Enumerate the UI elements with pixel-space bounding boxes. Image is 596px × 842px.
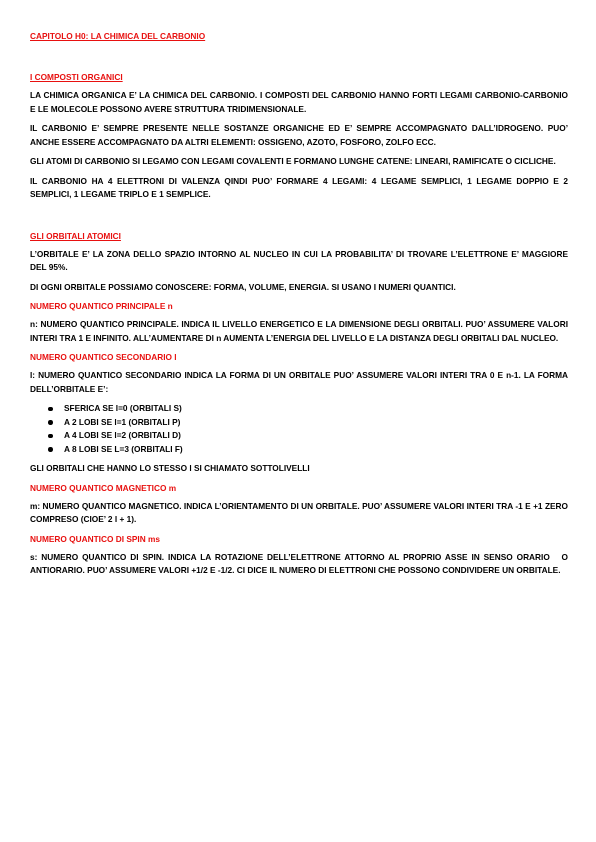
list-item [30, 429, 568, 443]
bullet-icon [48, 447, 53, 452]
list-item-text: A 4 LOBI SE l=2 (ORBITALI D) [64, 430, 181, 440]
section-title-orbitali: GLI ORBITALI ATOMICI [30, 230, 121, 241]
page-content [30, 30, 568, 578]
paragraph: DI OGNI ORBITALE POSSIAMO CONOSCERE: FORMA, VOLUME, ENERGIA. SI USANO I NUMERI QUANTICI. [30, 281, 456, 292]
paragraph: GLI ORBITALI CHE HANNO LO STESSO l SI CHIAMATO SOTTOLIVELLI [30, 463, 310, 473]
list-item [30, 416, 568, 430]
paragraph: IL CARBONIO E’ SEMPRE PRESENTE NELLE SOSTANZE ORGANICHE ED E’ SEMPRE ACCOMPAGNATO DALL’IDROGENO. PUO’ ANCHE ESSERE ACCOMPAGNATO DA ALTRI ELEMENTI: OSSIGENO, AZOTO, FOSFORO, ZOLFO ECC. [30, 123, 568, 147]
paragraph: L’ORBITALE E’ LA ZONA DELLO SPAZIO INTORNO AL NUCLEO IN CUI LA PROBABILITA’ DI TROVARE L’ELETTRONE E’ MAGGIORE DEL 95%. [30, 248, 568, 272]
subsection-title-n: NUMERO QUANTICO PRINCIPALE n [30, 301, 173, 311]
paragraph: IL CARBONIO HA 4 ELETTRONI DI VALENZA QINDI PUO’ FORMARE 4 LEGAMI: 4 LEGAME SEMPLICI, 1 LEGAME DOPPIO E 2 SEMPLICI, 1 LEGAME TRIPLO E 1 SEMPLICE. [30, 175, 568, 199]
spacer [30, 202, 568, 230]
chapter-title: CAPITOLO H0: LA CHIMICA DEL CARBONIO [30, 31, 206, 41]
paragraph: s: NUMERO QUANTICO DI SPIN. INDICA LA ROTAZIONE DELL’ELETTRONE ATTORNO AL PROPRIO ASSE IN SENSO ORARIO O ANTIORARIO. PUO’ ASSUMERE VALORI +1/2 E -1/2. CI DICE IL NUMERO DI ELETTRONI CHE POSSONO CONDIVIDERE UN ORBITALE. [30, 551, 570, 575]
subsection-title-l: NUMERO QUANTICO SECONDARIO l [30, 352, 177, 362]
list-item-text: SFERICA SE l=0 (ORBITALI S) [64, 403, 182, 413]
paragraph: l: NUMERO QUANTICO SECONDARIO INDICA LA FORMA DI UN ORBITALE PUO’ ASSUMERE VALORI INTERI TRA 0 E n-1. LA FORMA DELL’ORBITALE E’: [30, 370, 568, 394]
section-title-composti: I COMPOSTI ORGANICI [30, 72, 123, 82]
paragraph: m: NUMERO QUANTICO MAGNETICO. INDICA L’ORIENTAMENTO DI UN ORBITALE. PUO’ ASSUMERE VALORI INTERI TRA -1 E +1 ZERO COMPRESO (CIOE’ 2 l + 1). [30, 500, 568, 524]
spacer [30, 42, 568, 71]
bullet-icon [48, 407, 53, 412]
subsection-title-m: NUMERO QUANTICO MAGNETICO m [30, 482, 177, 493]
list-item [30, 443, 568, 457]
bullet-icon [48, 420, 53, 425]
subsection-title-s: NUMERO QUANTICO DI SPIN ms [30, 533, 160, 544]
paragraph: n: NUMERO QUANTICO PRINCIPALE. INDICA IL LIVELLO ENERGETICO E LA DIMENSIONE DEGLI ORBITALI. PUO’ ASSUMERE VALORI INTERI TRA 1 E INFINITO. ALL’AUMENTARE DI n AUMENTA L’ENERGIA DEL LIVELLO E LA DISTANZA DEGLI ORBITALI DAL NUCLEO. [30, 319, 568, 343]
bullet-list [30, 402, 568, 456]
bullet-icon [48, 434, 53, 439]
paragraph: GLI ATOMI DI CARBONIO SI LEGAMO CON LEGAMI COVALENTI E FORMANO LUNGHE CATENE: LINEARI, RAMIFICATE O CICLICHE. [30, 156, 556, 166]
list-item-text: A 2 LOBI SE l=1 (ORBITALI P) [64, 416, 181, 427]
list-item-text: A 8 LOBI SE L=3 (ORBITALI F) [64, 443, 183, 454]
list-item [30, 402, 568, 416]
paragraph: LA CHIMICA ORGANICA E’ LA CHIMICA DEL CARBONIO. I COMPOSTI DEL CARBONIO HANNO FORTI LEGAMI CARBONIO-CARBONIO E LE MOLECOLE POSSONO AVERE STRUTTURA TRIDIMENSIONALE. [30, 90, 568, 114]
